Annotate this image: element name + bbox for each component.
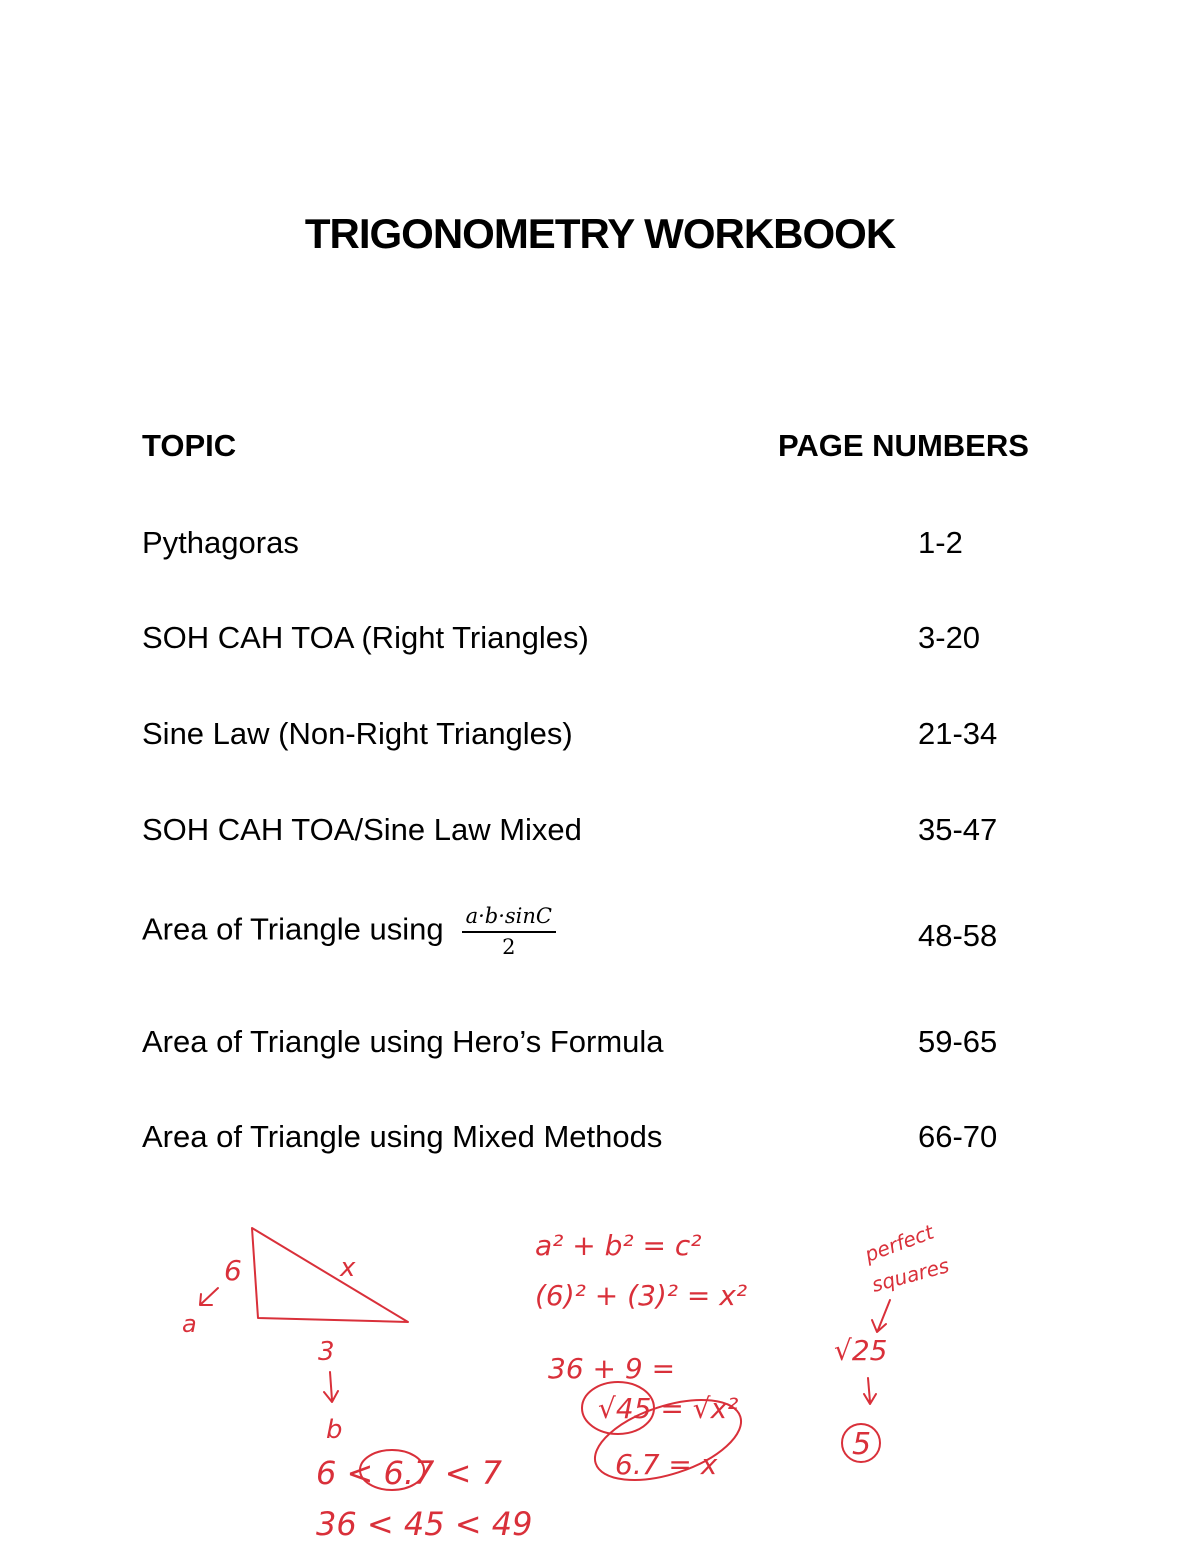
toc-pages: 48-58 bbox=[918, 918, 998, 953]
label-6: 6 bbox=[224, 1254, 242, 1287]
toc-pages: 35-47 bbox=[918, 812, 998, 847]
toc-pages: 66-70 bbox=[918, 1119, 998, 1154]
triangle-sketch bbox=[252, 1228, 408, 1322]
topic-column-header: TOPIC bbox=[142, 428, 237, 463]
arrow-to-root bbox=[872, 1300, 890, 1332]
page-title: TRIGONOMETRY WORKBOOK bbox=[304, 210, 896, 257]
perfect-squares-label-2: squares bbox=[869, 1253, 952, 1297]
formula-denominator: 2 bbox=[502, 935, 516, 959]
toc-pages: 1-2 bbox=[918, 525, 963, 560]
estimate-line-2: 36 < 45 < 49 bbox=[316, 1505, 533, 1543]
toc-topic: SOH CAH TOA (Right Triangles) bbox=[142, 620, 589, 655]
arrow-to-answer bbox=[864, 1378, 876, 1404]
toc-pages: 3-20 bbox=[918, 620, 981, 655]
perfect-squares-label-1: perfect bbox=[861, 1219, 937, 1267]
root-25: √25 bbox=[834, 1334, 888, 1367]
pythagoras-line-4: √45 = √x² bbox=[598, 1392, 739, 1425]
label-x: x bbox=[340, 1253, 356, 1283]
toc-pages: 59-65 bbox=[918, 1024, 998, 1059]
pythagoras-line-2: (6)² + (3)² = x² bbox=[535, 1279, 748, 1312]
pythagoras-line-3: 36 + 9 = bbox=[548, 1352, 676, 1385]
label-3: 3 bbox=[318, 1337, 335, 1367]
answer-5: 5 bbox=[852, 1427, 872, 1462]
arrow-a-to-6 bbox=[200, 1288, 218, 1305]
formula-numerator: a·b·sinC bbox=[462, 904, 556, 933]
toc-topic: Pythagoras bbox=[142, 525, 299, 560]
label-a: a bbox=[182, 1310, 197, 1338]
toc-topic: SOH CAH TOA/Sine Law Mixed bbox=[142, 812, 582, 847]
pythagoras-line-1: a² + b² = c² bbox=[535, 1229, 702, 1262]
label-b: b bbox=[326, 1415, 343, 1445]
toc-pages: 21-34 bbox=[918, 716, 998, 751]
toc-topic: Sine Law (Non-Right Triangles) bbox=[142, 716, 573, 751]
page-numbers-column-header: PAGE NUMBERS bbox=[778, 428, 1029, 463]
toc-topic: Area of Triangle using Mixed Methods bbox=[142, 1119, 663, 1154]
estimate-line-1: 6 < 6.7 < 7 bbox=[316, 1454, 502, 1492]
toc-topic: Area of Triangle using Hero’s Formula bbox=[142, 1024, 664, 1059]
arrow-3-to-b bbox=[324, 1372, 338, 1402]
pythagoras-line-5: 6.7 = x bbox=[615, 1448, 718, 1481]
toc-topic-text: Area of Triangle using bbox=[142, 911, 444, 947]
